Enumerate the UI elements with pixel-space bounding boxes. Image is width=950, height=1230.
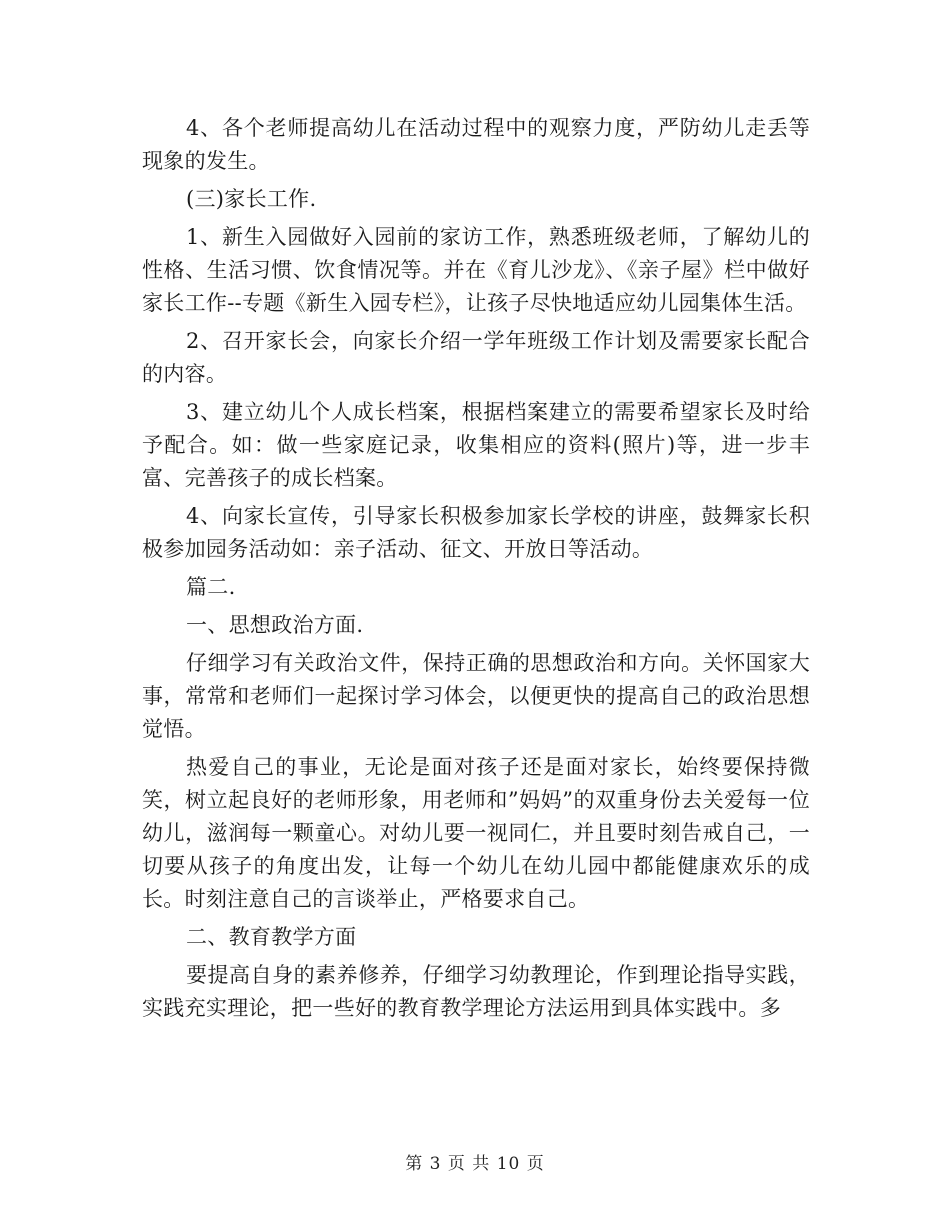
paragraph-safety-item-4: 4、各个老师提高幼儿在活动过程中的观察力度，严防幼儿走丢等现象的发生。 <box>142 116 810 173</box>
paragraph-political-study: 仔细学习有关政治文件，保持正确的思想政治和方向。关怀国家大事，常常和老师们一起探讨学习体会，以便更快的提高自己的政治思想觉悟。 <box>142 651 810 741</box>
section-heading-political-thought: 一、思想政治方面. <box>186 613 364 637</box>
paragraph-parent-item-2: 2、召开家长会，向家长介绍一学年班级工作计划及需要家长配合的内容。 <box>142 329 810 386</box>
paragraph-career-love: 热爱自己的事业，无论是面对孩子还是面对家长，始终要保持微笑，树立起良好的老师形象，用老师和”妈妈”的双重身份去关爱每一位幼儿，滋润每一颗童心。对幼儿要一视同仁，并且要时刻告戒自己，一切要从孩子的角度出发，让每一个幼儿在幼儿园中都能健康欢乐的成长。时刻注意自己的言谈举止，严格要求自己。 <box>142 755 810 911</box>
paragraph-teaching-theory: 要提高自身的素养修养，仔细学习幼教理论，作到理论指导实践，实践充实理论，把一些好的教育教学理论方法运用到具体实践中。多 <box>142 963 810 1020</box>
paragraph-parent-item-3: 3、建立幼儿个人成长档案，根据档案建立的需要希望家长及时给予配合。如：做一些家庭记录，收集相应的资料(照片)等，进一步丰富、完善孩子的成长档案。 <box>142 400 810 490</box>
page-number-footer: 第 3 页 共 10 页 <box>405 1154 545 1174</box>
section-heading-teaching: 二、教育教学方面 <box>186 925 357 949</box>
chapter-heading-part-two: 篇二. <box>186 575 236 599</box>
paragraph-parent-item-1: 1、新生入园做好入园前的家访工作，熟悉班级老师，了解幼儿的性格、生活习惯、饮食情况等。并在《育儿沙龙》、《亲子屋》栏中做好家长工作--专题《新生入园专栏》，让孩子尽快地适应幼儿园集体生活。 <box>142 225 810 315</box>
section-heading-parent-work: (三)家长工作. <box>186 187 317 211</box>
paragraph-parent-item-4: 4、向家长宣传，引导家长积极参加家长学校的讲座，鼓舞家长积极参加园务活动如：亲子活动、征文、开放日等活动。 <box>142 504 810 561</box>
document-body <box>142 112 810 1030</box>
